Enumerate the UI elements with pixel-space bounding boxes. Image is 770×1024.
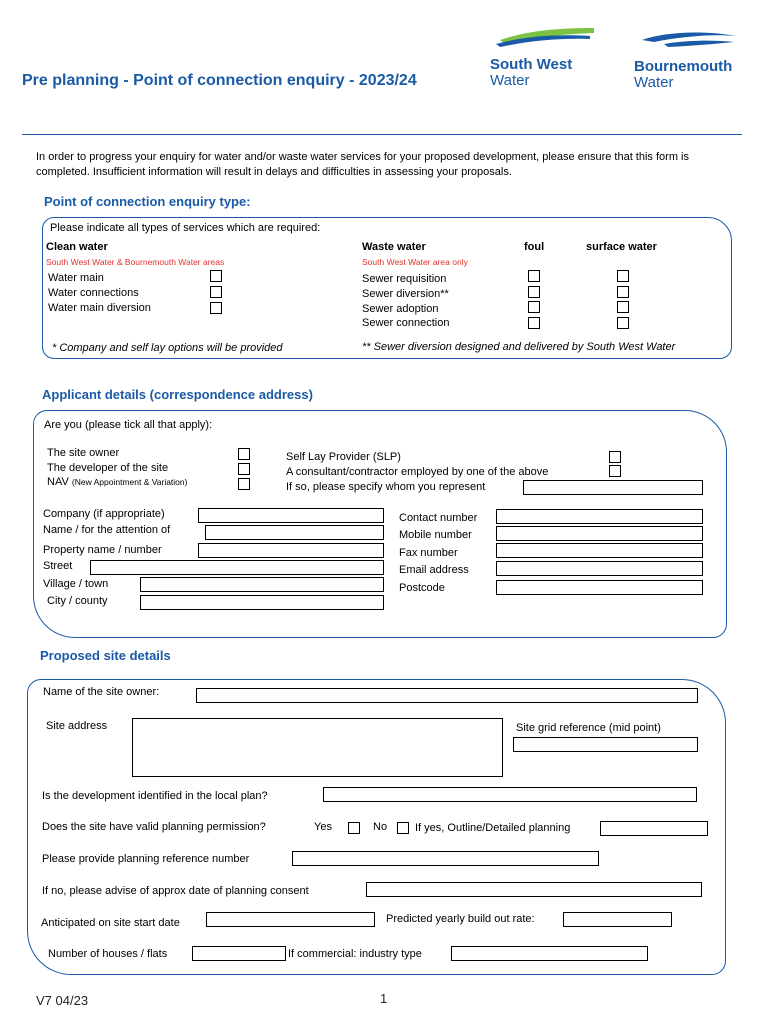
role-label: The developer of the site [47, 462, 169, 474]
contact-number-input[interactable] [496, 509, 703, 524]
site-heading: Proposed site details [40, 648, 171, 663]
waste-item: Sewer adoption [362, 303, 439, 315]
property-name-input[interactable] [198, 543, 384, 558]
fax-number-input[interactable] [496, 543, 703, 558]
clean-water-note: South West Water & Bournemouth Water areas [46, 257, 225, 267]
outline-detailed-label: If yes, Outline/Detailed planning [415, 822, 571, 834]
clean-item: Water main diversion [48, 302, 151, 314]
mobile-number-input[interactable] [496, 526, 703, 541]
company-input[interactable] [198, 508, 384, 523]
represent-input[interactable] [523, 480, 703, 495]
planning-reference-input[interactable] [292, 851, 599, 866]
field-label: Name / for the attention of [43, 524, 171, 536]
logo-bw-line2: Water [634, 74, 674, 91]
footnote-left: * Company and self lay options will be provided [52, 342, 283, 354]
industry-type-input[interactable] [451, 946, 648, 961]
page-title: Pre planning - Point of connection enquiry - 2023/24 [22, 72, 417, 89]
foul-adoption-checkbox[interactable] [528, 301, 540, 313]
intro-text: In order to progress your enquiry for water and/or waste water services for your proposed development, please ensure that this form is completed. Insufficient information will result in delays and difficulties in assessing your proposals. [36, 151, 689, 178]
site-address-input[interactable] [132, 718, 503, 777]
local-plan-input[interactable] [323, 787, 697, 802]
nav-label: NAV [47, 476, 69, 488]
planning-permission-label: Does the site have valid planning permission? [42, 821, 266, 833]
south-west-water-logo [490, 26, 600, 88]
site-owner-checkbox[interactable] [238, 448, 250, 460]
nav-small-label: (New Appointment & Variation) [71, 477, 188, 487]
page-number: 1 [380, 991, 388, 1006]
yes-label: Yes [314, 821, 332, 833]
village-town-input[interactable] [140, 577, 384, 592]
surface-adoption-checkbox[interactable] [617, 301, 629, 313]
version-label: V7 04/23 [36, 993, 89, 1008]
foul-label: foul [524, 241, 545, 253]
surface-water-label: surface water [586, 241, 657, 253]
nav-role [47, 476, 187, 489]
houses-label: Number of houses / flats [48, 948, 168, 960]
role-label: Self Lay Provider (SLP) [286, 451, 401, 463]
enquiry-heading: Point of connection enquiry type: [44, 194, 251, 209]
planning-consent-input[interactable] [366, 882, 702, 897]
nav-checkbox[interactable] [238, 478, 250, 490]
email-address-input[interactable] [496, 561, 703, 576]
header-divider [22, 134, 742, 135]
clean-item: Water main [48, 272, 104, 284]
field-label: Property name / number [43, 544, 162, 556]
consultant-checkbox[interactable] [609, 465, 621, 477]
grid-reference-input[interactable] [513, 737, 698, 752]
planning-no-checkbox[interactable] [397, 822, 409, 834]
surface-requisition-checkbox[interactable] [617, 270, 629, 282]
surface-diversion-checkbox[interactable] [617, 286, 629, 298]
field-label: Company (if appropriate) [43, 508, 165, 520]
waste-water-note: South West Water area only [362, 257, 468, 267]
surface-connection-checkbox[interactable] [617, 317, 629, 329]
foul-diversion-checkbox[interactable] [528, 286, 540, 298]
start-date-input[interactable] [206, 912, 375, 927]
role-label: The site owner [47, 447, 120, 459]
waste-item: Sewer diversion** [362, 288, 449, 300]
enquiry-prompt: Please indicate all types of services which are required: [50, 222, 321, 234]
postcode-input[interactable] [496, 580, 703, 595]
planning-consent-label: If no, please advise of approx date of planning consent [42, 885, 309, 897]
houses-input[interactable] [192, 946, 286, 961]
logo-bw-line1: Bournemouth [634, 58, 733, 75]
field-label: Mobile number [399, 529, 472, 541]
city-county-input[interactable] [140, 595, 384, 610]
commercial-label: If commercial: industry type [288, 948, 422, 960]
wave-logo-icon [490, 26, 596, 48]
foul-requisition-checkbox[interactable] [528, 270, 540, 282]
logo-sww-line1: South West [490, 56, 573, 73]
applicant-prompt: Are you (please tick all that apply): [44, 419, 213, 431]
logo-sww-line2: Water [490, 72, 530, 89]
site-address-label: Site address [46, 720, 108, 732]
no-label: No [373, 821, 388, 833]
field-label: Fax number [399, 547, 458, 559]
waste-water-title: Waste water [362, 241, 426, 253]
field-label: Contact number [399, 512, 478, 524]
planning-reference-label: Please provide planning reference number [42, 853, 250, 865]
developer-checkbox[interactable] [238, 463, 250, 475]
footnote-right: ** Sewer diversion designed and delivered by South West Water [362, 341, 676, 353]
field-label: Postcode [399, 582, 445, 594]
clean-water-title: Clean water [46, 241, 108, 253]
water-main-checkbox[interactable] [210, 270, 222, 282]
role-label: A consultant/contractor employed by one of the above [286, 466, 549, 478]
street-input[interactable] [90, 560, 384, 575]
slp-checkbox[interactable] [609, 451, 621, 463]
foul-connection-checkbox[interactable] [528, 317, 540, 329]
grid-reference-label: Site grid reference (mid point) [516, 722, 661, 734]
attention-name-input[interactable] [205, 525, 384, 540]
build-rate-label: Predicted yearly build out rate: [386, 913, 535, 925]
waste-item: Sewer connection [362, 317, 450, 329]
field-label: Village / town [43, 578, 109, 590]
waste-item: Sewer requisition [362, 273, 447, 285]
outline-detailed-input[interactable] [600, 821, 708, 836]
site-owner-input[interactable] [196, 688, 698, 703]
swoosh-logo-icon [634, 28, 740, 50]
build-rate-input[interactable] [563, 912, 672, 927]
represent-label: If so, please specify whom you represent [286, 481, 486, 493]
field-label: Street [43, 560, 73, 572]
bournemouth-water-logo [634, 28, 746, 91]
site-owner-label: Name of the site owner: [43, 686, 160, 698]
field-label: City / county [47, 595, 108, 607]
water-connections-checkbox[interactable] [210, 286, 222, 298]
clean-item: Water connections [48, 287, 139, 299]
applicant-heading: Applicant details (correspondence address) [42, 387, 313, 402]
water-main-diversion-checkbox[interactable] [210, 302, 222, 314]
local-plan-label: Is the development identified in the local plan? [42, 790, 268, 802]
planning-yes-checkbox[interactable] [348, 822, 360, 834]
start-date-label: Anticipated on site start date [41, 917, 180, 929]
field-label: Email address [399, 564, 469, 576]
